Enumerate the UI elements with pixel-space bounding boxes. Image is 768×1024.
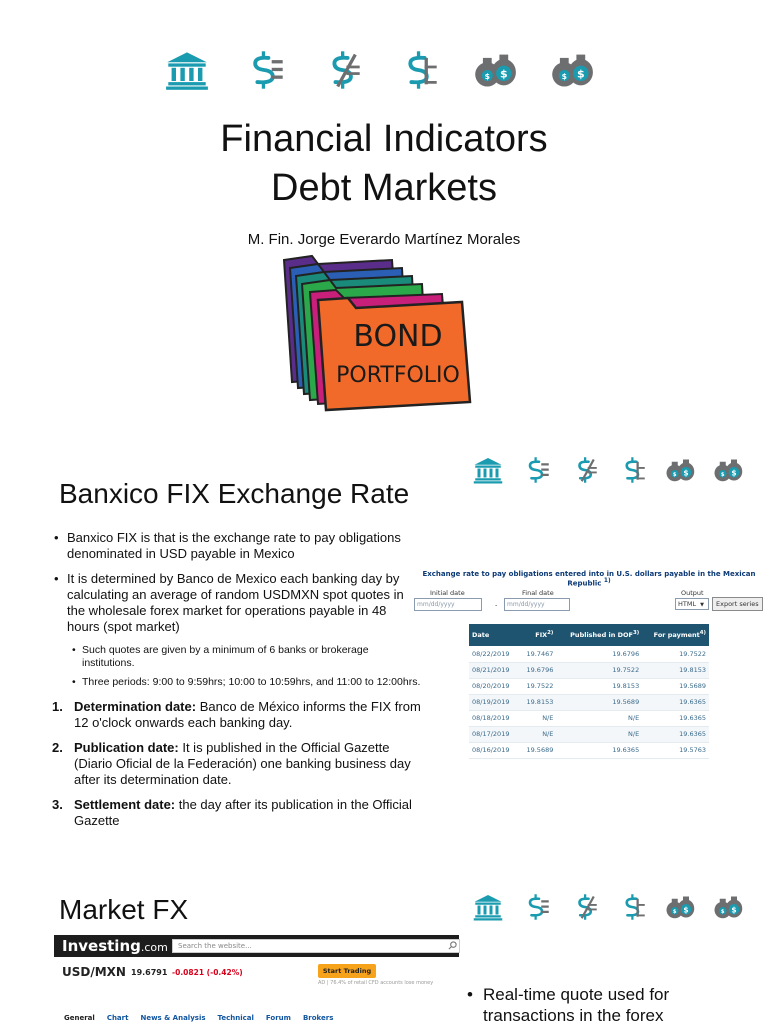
fix-bullet-list bbox=[52, 530, 422, 838]
column-header-published bbox=[556, 624, 642, 646]
title-line-1: Financial Indicators bbox=[220, 118, 548, 160]
dollar-lines-icon bbox=[608, 455, 656, 485]
output-label: Output bbox=[681, 589, 704, 598]
table-row bbox=[469, 694, 709, 710]
dollar-bars-icon bbox=[512, 455, 560, 485]
output-select[interactable] bbox=[675, 598, 709, 610]
column-header-payment bbox=[642, 624, 709, 646]
dollar-lines-icon bbox=[608, 892, 656, 922]
cell-date: 08/16/2019 bbox=[469, 742, 519, 758]
table-row bbox=[469, 726, 709, 742]
search-input[interactable] bbox=[172, 939, 460, 953]
item-text: the day after its publication in the Official Gazette bbox=[74, 797, 412, 828]
cell-date: 08/22/2019 bbox=[469, 646, 519, 662]
search-icon[interactable] bbox=[448, 941, 457, 952]
finance-icon-row bbox=[464, 455, 752, 485]
final-date-input[interactable]: mm/dd/yyyy bbox=[504, 598, 570, 611]
cell-date: 08/21/2019 bbox=[469, 662, 519, 678]
header-footnote: 2) bbox=[547, 630, 554, 637]
slide-title-banxico: Banxico FIX Exchange Rate bbox=[59, 478, 410, 509]
column-header-fix bbox=[519, 624, 557, 646]
money-bags-icon bbox=[533, 48, 610, 92]
logo-text: Investing bbox=[62, 937, 141, 955]
dollar-bars-icon bbox=[225, 48, 302, 92]
investing-header-bar bbox=[54, 935, 459, 957]
item-text: It is published in the Official Gazette (Diario Oficial de la Federación) one banking business day after its determination date. bbox=[74, 740, 411, 787]
presentation-title bbox=[0, 115, 768, 213]
money-bags-icon bbox=[456, 48, 533, 92]
investing-screenshot bbox=[54, 935, 459, 1024]
author-name: M. Fin. Jorge Everardo Martínez Morales bbox=[247, 231, 521, 248]
numbered-item bbox=[52, 740, 422, 788]
cell-fix: N/E bbox=[519, 710, 557, 726]
tab-forum[interactable]: Forum bbox=[265, 1014, 291, 1022]
cell-published: 19.5689 bbox=[556, 694, 642, 710]
tab-news-analysis[interactable]: News & Analysis bbox=[140, 1014, 206, 1022]
currency-pair: USD/MXN bbox=[62, 965, 126, 979]
chevron-down-icon: ▼ bbox=[700, 602, 705, 609]
heading-text: Exchange rate to pay obligations entered into in U.S. dollars payable in the Mexican Republic bbox=[422, 570, 756, 588]
investing-tabs bbox=[64, 1014, 333, 1022]
header-text: Published in DOF bbox=[570, 631, 633, 640]
tab-brokers[interactable]: Brokers bbox=[302, 1014, 334, 1022]
dollar-lines-icon bbox=[379, 48, 456, 92]
table-row bbox=[469, 742, 709, 758]
header-footnote: 3) bbox=[632, 630, 640, 637]
cell-fix: 19.5689 bbox=[519, 742, 557, 758]
cell-payment: 19.5689 bbox=[642, 678, 709, 694]
quote-change: -0.0821 (-0.42%) bbox=[172, 968, 243, 977]
cell-payment: 19.5763 bbox=[642, 742, 709, 758]
output-selected-value: HTML bbox=[678, 600, 697, 609]
dollar-bars-icon bbox=[512, 892, 560, 922]
initial-date-label: Initial date bbox=[430, 589, 465, 598]
money-bags-icon bbox=[704, 892, 752, 922]
tab-technical[interactable]: Technical bbox=[217, 1014, 254, 1022]
cell-fix: N/E bbox=[519, 726, 557, 742]
cell-date: 08/19/2019 bbox=[469, 694, 519, 710]
fix-rate-table bbox=[469, 624, 709, 759]
item-term: Determination date: bbox=[74, 699, 197, 714]
title-line-2: Debt Markets bbox=[271, 167, 497, 209]
fix-panel-heading bbox=[414, 570, 764, 587]
market-fx-bullets bbox=[466, 984, 756, 1024]
table-header-row bbox=[469, 624, 709, 646]
cell-payment: 19.6365 bbox=[642, 694, 709, 710]
heading-footnote: 1) bbox=[603, 578, 611, 584]
item-term: Publication date: bbox=[74, 740, 179, 755]
bullet-item: • It is determined by Banco de Mexico each banking day by calculating an average of random USDMXN spot quotes in the wholesale forex market for operations payable in 48 hours (spot market) bbox=[52, 571, 422, 635]
investing-logo[interactable] bbox=[62, 937, 168, 955]
cell-date: 08/18/2019 bbox=[469, 710, 519, 726]
cell-published: 19.8153 bbox=[556, 678, 642, 694]
cell-payment: 19.8153 bbox=[642, 662, 709, 678]
header-text: Date bbox=[472, 631, 490, 639]
start-trading-button[interactable]: Start Trading bbox=[318, 964, 376, 978]
table-row bbox=[469, 678, 709, 694]
initial-date-input[interactable]: mm/dd/yyyy bbox=[414, 598, 482, 611]
date-range-dash: - bbox=[495, 601, 498, 610]
finance-icon-row bbox=[148, 48, 610, 92]
column-header-date bbox=[469, 624, 519, 646]
item-text: Banco de México informs the FIX from 12 o'clock onwards each banking day. bbox=[74, 699, 421, 730]
table-row bbox=[469, 662, 709, 678]
cell-published: N/E bbox=[556, 710, 642, 726]
money-bags-icon bbox=[704, 455, 752, 485]
item-number: 3. bbox=[52, 797, 63, 812]
sub-bullet-item: • Three periods: 9:00 to 9:59hrs; 10:00 to 10:59hrs, and 11:00 to 12:00hrs. bbox=[52, 676, 422, 689]
dollar-slash-icon bbox=[560, 455, 608, 485]
bullet-item: • Real-time quote used for transactions in the forex bbox=[466, 984, 756, 1024]
dollar-slash-icon bbox=[302, 48, 379, 92]
numbered-item bbox=[52, 699, 422, 731]
money-bags-icon bbox=[656, 892, 704, 922]
table-row bbox=[469, 646, 709, 662]
dollar-slash-icon bbox=[560, 892, 608, 922]
finance-icon-row bbox=[464, 892, 752, 922]
tab-chart[interactable]: Chart bbox=[106, 1014, 129, 1022]
cell-date: 08/17/2019 bbox=[469, 726, 519, 742]
bank-icon bbox=[148, 48, 225, 92]
cell-published: 19.7522 bbox=[556, 662, 642, 678]
cell-fix: 19.8153 bbox=[519, 694, 557, 710]
cell-payment: 19.6365 bbox=[642, 710, 709, 726]
numbered-item bbox=[52, 797, 422, 829]
final-date-label: Final date bbox=[522, 589, 554, 598]
date-range-form bbox=[414, 589, 764, 619]
item-number: 2. bbox=[52, 740, 63, 755]
cell-date: 08/20/2019 bbox=[469, 678, 519, 694]
bullet-item: • Banxico FIX is that is the exchange rate to pay obligations denominated in USD payable in Mexico bbox=[52, 530, 422, 562]
header-footnote: 4) bbox=[699, 630, 706, 637]
tab-general[interactable]: General bbox=[64, 1014, 95, 1022]
money-bags-icon bbox=[656, 455, 704, 485]
bond-portfolio-illustration bbox=[272, 254, 480, 414]
ad-disclaimer: AD | 76.4% of retail CFD accounts lose money bbox=[318, 980, 434, 986]
cell-published: 19.6365 bbox=[556, 742, 642, 758]
cell-fix: 19.6796 bbox=[519, 662, 557, 678]
fix-rate-panel bbox=[414, 570, 764, 770]
bank-icon bbox=[464, 892, 512, 922]
cell-fix: 19.7522 bbox=[519, 678, 557, 694]
logo-domain: .com bbox=[140, 941, 168, 954]
item-term: Settlement date: bbox=[74, 797, 176, 812]
folder-text-portfolio: PORTFOLIO bbox=[336, 363, 460, 388]
folder-text-bond: BOND bbox=[353, 319, 443, 354]
header-text: FIX bbox=[535, 631, 548, 640]
slide-title-market-fx: Market FX bbox=[59, 894, 189, 925]
export-series-button[interactable]: Export series bbox=[712, 597, 763, 611]
cell-published: N/E bbox=[556, 726, 642, 742]
cell-payment: 19.6365 bbox=[642, 726, 709, 742]
bank-icon bbox=[464, 455, 512, 485]
header-text: For payment bbox=[653, 631, 700, 640]
cell-fix: 19.7467 bbox=[519, 646, 557, 662]
table-row bbox=[469, 710, 709, 726]
item-number: 1. bbox=[52, 699, 63, 714]
cell-published: 19.6796 bbox=[556, 646, 642, 662]
search-placeholder: Search the website... bbox=[178, 942, 252, 950]
quote-price: 19.6791 bbox=[131, 968, 168, 977]
cell-payment: 19.7522 bbox=[642, 646, 709, 662]
slide-title bbox=[0, 0, 768, 432]
sub-bullet-item: • Such quotes are given by a minimum of 6 banks or brokerage institutions. bbox=[52, 644, 422, 670]
